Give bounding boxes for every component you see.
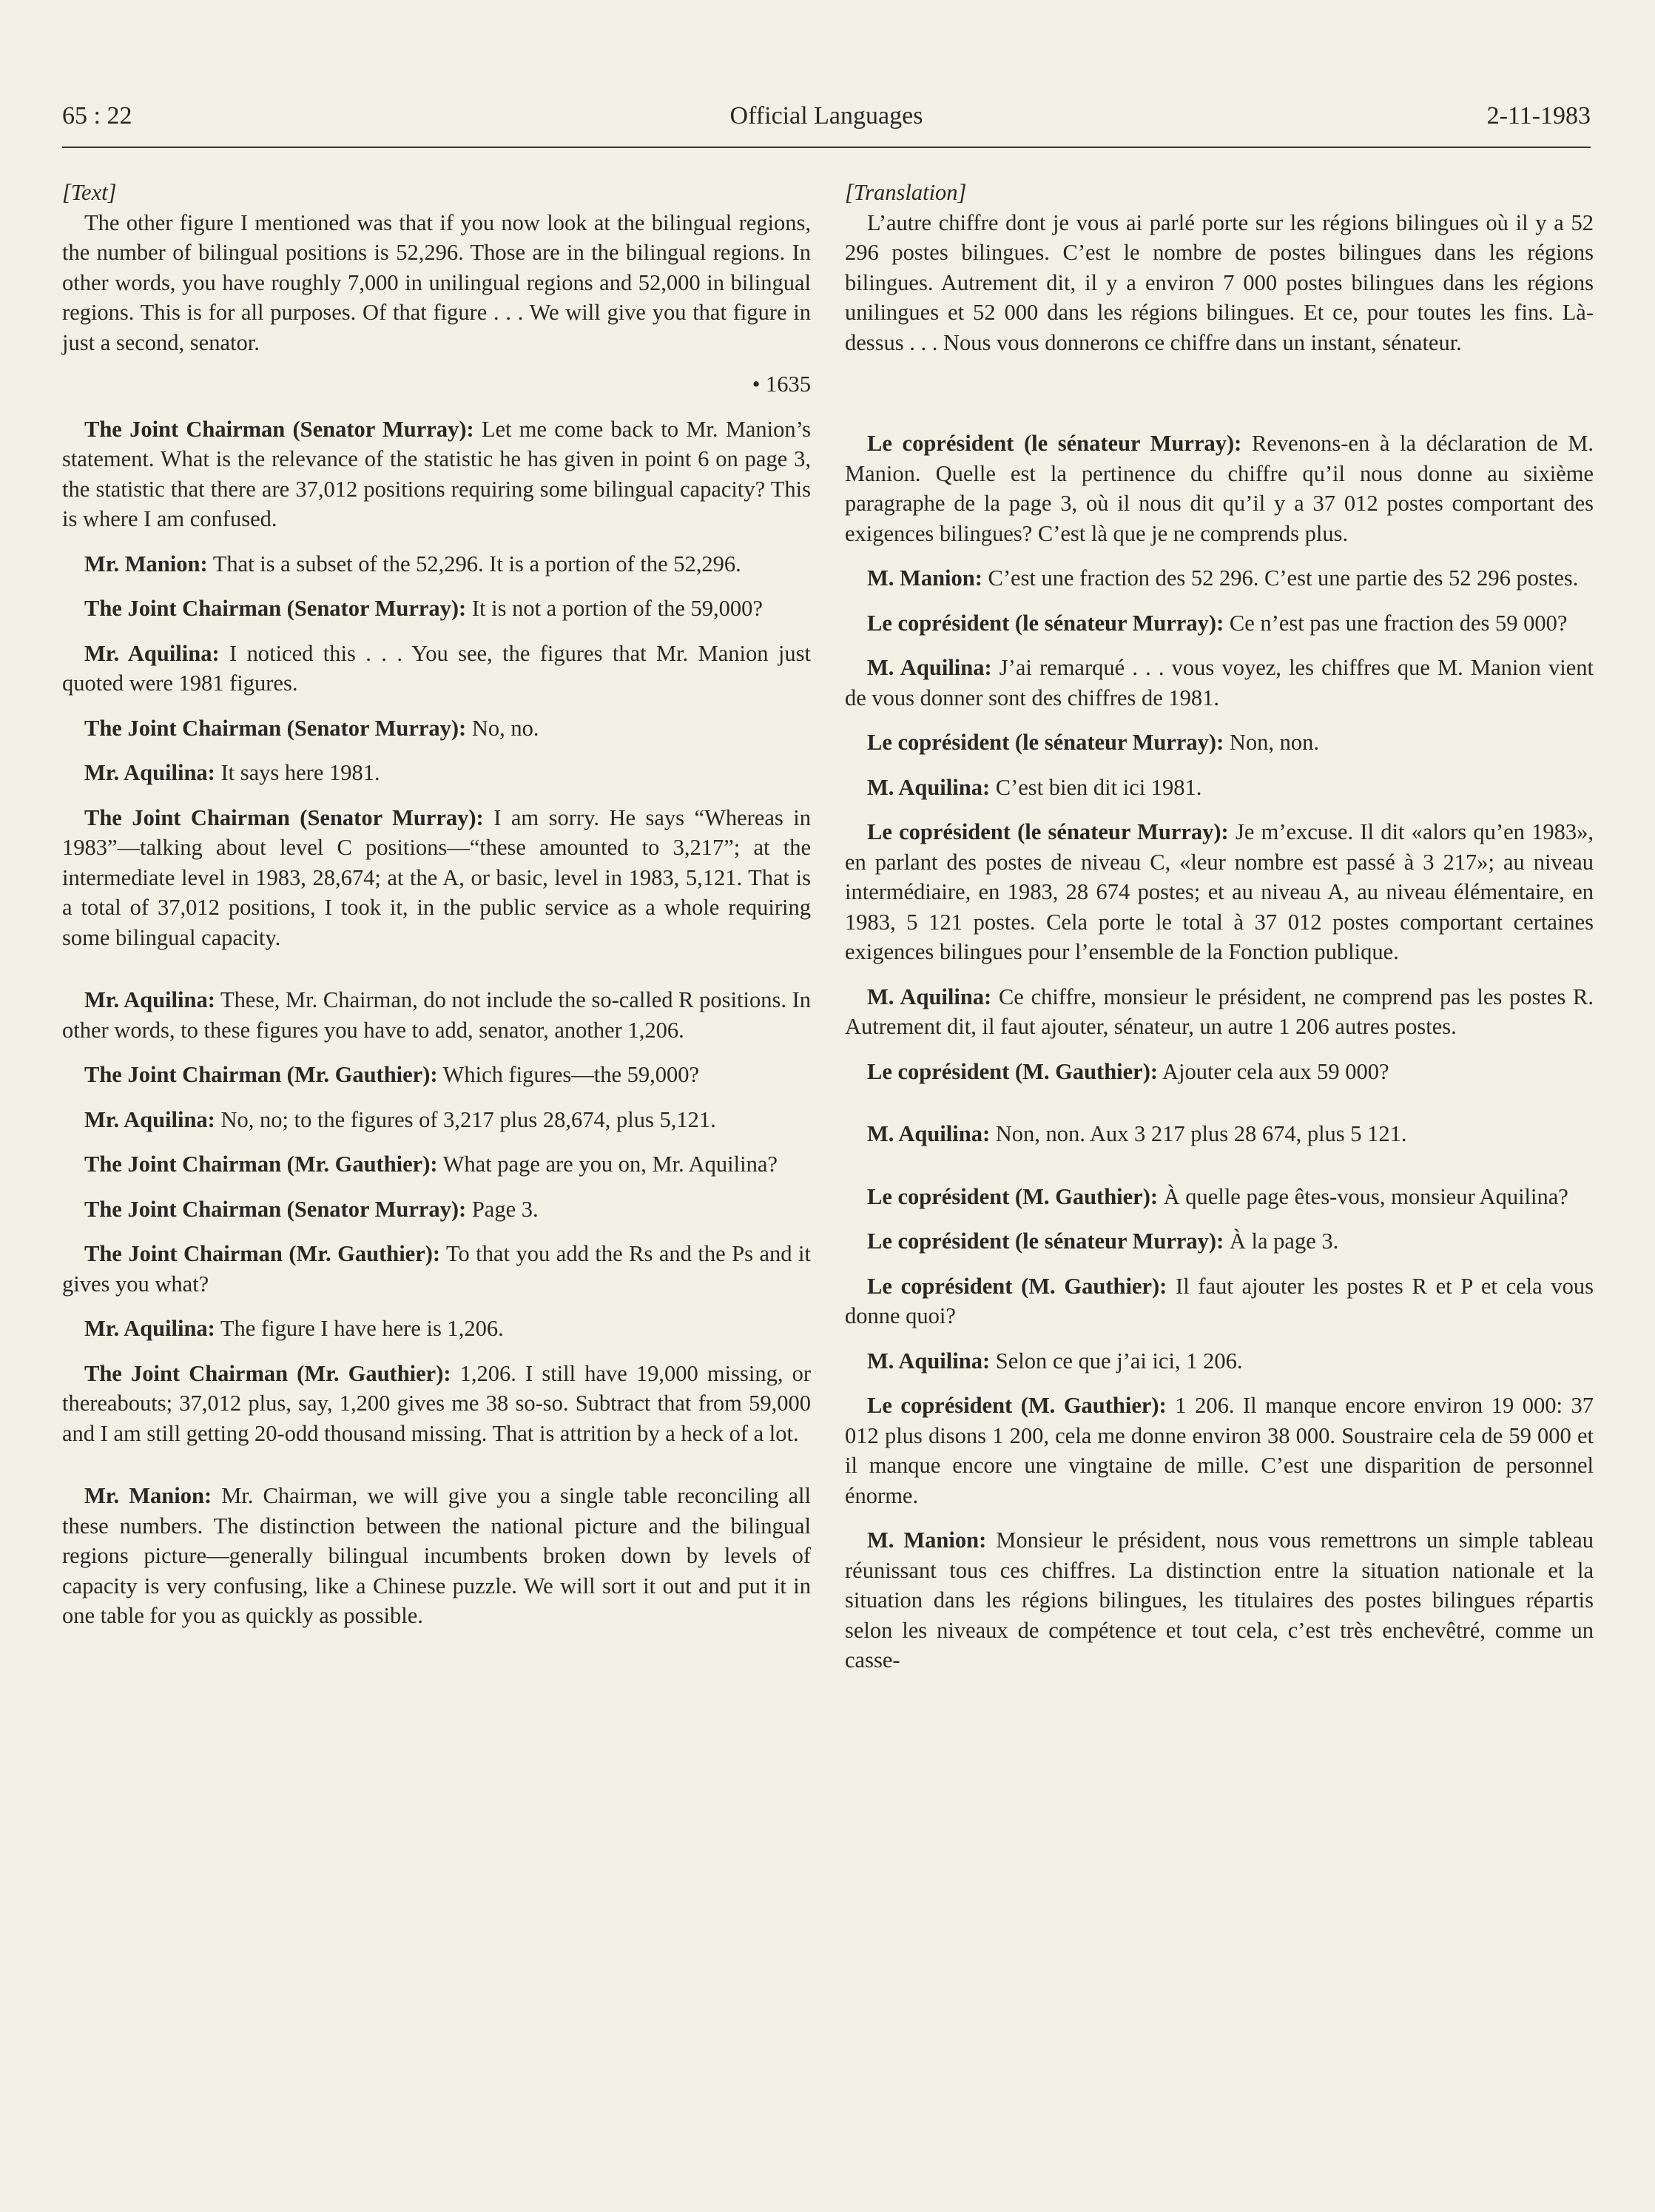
- speaker: The Joint Chairman (Senator Murray):: [84, 416, 474, 442]
- speech: Which figures—the 59,000?: [437, 1062, 700, 1087]
- paragraph: [62, 758, 811, 788]
- speech: Monsieur le président, nous vous remettrons un simple tableau réunissant tous ces chiffres. La distinction entre la situation nationale et la situation dans les régions bilingues, les titulaires des postes bilingues répartis selon les niveaux de compétence et tout cela, c’est très enchevêtré, comme un casse-: [845, 1527, 1594, 1673]
- paragraph: [845, 773, 1594, 803]
- paragraph: [845, 1119, 1594, 1149]
- time-marker: • 1635: [752, 372, 811, 397]
- speaker: Mr. Aquilina:: [84, 987, 215, 1012]
- speaker: Mr. Manion:: [84, 1483, 212, 1508]
- paragraph: [62, 639, 811, 699]
- speech: Non, non. Aux 3 217 plus 28 674, plus 5 121.: [990, 1121, 1407, 1146]
- paragraph: [845, 727, 1594, 758]
- paragraph: [845, 1346, 1594, 1376]
- speech: C’est une fraction des 52 296. C’est une partie des 52 296 postes.: [982, 565, 1579, 591]
- speech: À quelle page êtes-vous, monsieur Aquilina?: [1158, 1183, 1568, 1209]
- paragraph: [845, 1525, 1594, 1675]
- speech: À la page 3.: [1224, 1228, 1339, 1254]
- paragraph: [62, 1239, 811, 1299]
- paragraph: [62, 1060, 811, 1090]
- page-header: [62, 102, 1591, 148]
- english-column: [62, 178, 811, 1631]
- page-date: 2-11-1983: [1486, 102, 1591, 130]
- speech: To that you add the Rs and the Ps and it gives you what?: [62, 1241, 812, 1297]
- speaker: Mr. Aquilina:: [84, 1106, 215, 1132]
- speaker: The Joint Chairman (Mr. Gauthier):: [84, 1241, 441, 1266]
- speaker: Mr. Aquilina:: [84, 1316, 215, 1341]
- paragraph: [62, 985, 811, 1045]
- speaker: M. Aquilina:: [867, 1348, 991, 1374]
- speaker: The Joint Chairman (Senator Murray):: [84, 596, 467, 621]
- speech: Let me come back to Mr. Manion’s statement. What is the relevance of the statistic he has given in point 6 on page 3, the statistic that there are 37,012 positions requiring some bilingual capacity? This is where I am confused.: [62, 416, 811, 531]
- paragraph: [62, 594, 811, 624]
- text-label: [Text]: [62, 180, 117, 205]
- speaker: Le coprésident (le sénateur Murray):: [867, 610, 1224, 636]
- speaker: M. Manion:: [867, 565, 982, 591]
- speaker: Le coprésident (le sénateur Murray):: [867, 1228, 1224, 1254]
- speech: 1,206. I still have 19,000 missing, or thereabouts; 37,012 plus, say, 1,200 gives me 38 so-so. Subtract that from 59,000 and I am still getting 20-odd thousand missing. That is attrition by a heck of a lot.: [62, 1360, 811, 1446]
- speech: Ce n’est pas une fraction des 59 000?: [1224, 610, 1568, 636]
- paragraph: [845, 653, 1594, 713]
- translation-label: [Translation]: [845, 180, 967, 205]
- speaker: Le coprésident (M. Gauthier):: [867, 1273, 1167, 1299]
- speaker: Le coprésident (le sénateur Murray):: [867, 730, 1224, 755]
- speech: Non, non.: [1224, 730, 1320, 755]
- paragraph: [62, 1149, 811, 1180]
- paragraph: [62, 803, 811, 953]
- speech: Il faut ajouter les postes R et P et cela vous donne quoi?: [845, 1273, 1594, 1328]
- speaker: Le coprésident (M. Gauthier):: [867, 1393, 1167, 1418]
- speaker: Le coprésident (le sénateur Murray):: [867, 431, 1242, 456]
- speech: Selon ce que j’ai ici, 1 206.: [990, 1348, 1243, 1374]
- paragraph: [62, 713, 811, 744]
- speaker: M. Manion:: [867, 1527, 987, 1553]
- paragraph: [62, 1314, 811, 1344]
- speaker: M. Aquilina:: [867, 1121, 991, 1146]
- speaker: The Joint Chairman (Mr. Gauthier):: [84, 1062, 438, 1087]
- speaker: Mr. Aquilina:: [84, 760, 215, 785]
- speaker: Le coprésident (M. Gauthier):: [867, 1058, 1159, 1084]
- speech: C’est bien dit ici 1981.: [990, 774, 1202, 800]
- paragraph: [62, 1105, 811, 1135]
- paragraph: [845, 1271, 1594, 1331]
- paragraph: [62, 1481, 811, 1631]
- speaker: The Joint Chairman (Mr. Gauthier):: [84, 1152, 438, 1177]
- paragraph: [845, 608, 1594, 639]
- paragraph: [845, 1057, 1594, 1087]
- speech: Ce chiffre, monsieur le président, ne comprend pas les postes R. Autrement dit, il faut ajouter, sénateur, un autre 1 206 autres postes.: [845, 984, 1594, 1039]
- speech: Revenons-en à la déclaration de M. Manion. Quelle est la pertinence du chiffre qu’il nous donne au sixième paragraphe de la page 3, où il nous dit qu’il y a 37 012 postes comportant des exigences bilingues? C’est là que je ne comprends plus.: [845, 431, 1594, 546]
- speaker: M. Aquilina:: [867, 774, 991, 800]
- speaker: Mr. Manion:: [84, 551, 208, 576]
- french-column: [845, 178, 1594, 1675]
- paragraph: [845, 428, 1594, 548]
- speaker: Le coprésident (le sénateur Murray):: [867, 819, 1229, 844]
- speaker: The Joint Chairman (Senator Murray):: [84, 715, 467, 741]
- speaker: Le coprésident (M. Gauthier):: [867, 1183, 1159, 1209]
- page-title: Official Languages: [729, 102, 923, 130]
- paragraph: L’autre chiffre dont je vous ai parlé porte sur les régions bilingues où il y a 52 296 postes bilingues. C’est le nombre de postes bilingues dans les régions bilingues. Autrement dit, il y a environ 7 000 postes bilingues dans les régions unilingues et 52 000 dans les régions bilingues. Et ce, pour toutes les fins. Là-dessus . . . Nous vous donnerons ce chiffre dans un instant, sénateur.: [845, 209, 1594, 355]
- paragraph: The other figure I mentioned was that if you now look at the bilingual regions, the number of bilingual positions is 52,296. Those are in the bilingual regions. In other words, you have roughly 7,000 in unilingual regions and 52,000 in bilingual regions. This is for all purposes. Of that figure . . . We will give you that figure in just a second, senator.: [62, 209, 811, 355]
- speech: No, no.: [466, 715, 539, 741]
- paragraph: [845, 817, 1594, 967]
- speech: I noticed this . . . You see, the figures that Mr. Manion just quoted were 1981 figures.: [62, 640, 811, 696]
- speech: The figure I have here is 1,206.: [215, 1316, 504, 1341]
- paragraph: [62, 549, 811, 579]
- speech: J’ai remarqué . . . vous voyez, les chiffres que M. Manion vient de vous donner sont des chiffres de 1981.: [845, 655, 1594, 710]
- speaker: M. Aquilina:: [867, 655, 992, 680]
- paragraph: [845, 1226, 1594, 1257]
- speaker: Mr. Aquilina:: [84, 640, 220, 666]
- speaker: The Joint Chairman (Senator Murray):: [84, 804, 484, 830]
- speech: 1 206. Il manque encore environ 19 000: 37 012 plus disons 1 200, cela me donne environ 38 000. Soustraire cela de 59 000 et il manque encore une vingtaine de mille. C’est une disparition de personnel énorme.: [845, 1393, 1594, 1508]
- paragraph: [845, 982, 1594, 1042]
- speaker: The Joint Chairman (Senator Murray):: [84, 1196, 467, 1222]
- speech: Page 3.: [466, 1196, 539, 1222]
- speech: I am sorry. He says “Whereas in 1983”—talking about level C positions—“these amounted to 3,217”; at the intermediate level in 1983, 28,674; at the A, or basic, level in 1983, 5,121. That is a total of 37,012 positions, I took it, in the public service as a whole requiring some bilingual capacity.: [62, 804, 811, 950]
- speech: These, Mr. Chairman, do not include the so-called R positions. In other words, to these figures you have to add, senator, another 1,206.: [62, 987, 811, 1043]
- speech: Mr. Chairman, we will give you a single table reconciling all these numbers. The distinction between the national picture and the bilingual regions picture—generally bilingual incumbents broken down by levels of capacity is very confusing, like a Chinese puzzle. We will sort it out and put it in one table for you as quickly as possible.: [62, 1483, 811, 1628]
- speech: It is not a portion of the 59,000?: [466, 596, 763, 621]
- paragraph: [845, 1182, 1594, 1212]
- speech: It says here 1981.: [215, 760, 380, 785]
- page-reference: 65 : 22: [62, 102, 132, 130]
- speech: Ajouter cela aux 59 000?: [1158, 1058, 1389, 1084]
- paragraph: [845, 1391, 1594, 1510]
- paragraph: [62, 1359, 811, 1449]
- speech: Je m’excuse. Il dit «alors qu’en 1983», en parlant des postes de niveau C, «leur nombre est passé à 3 217»; au niveau intermédiaire, en 1983, 28 674 postes; et au niveau A, au niveau élémentaire, en 1983, 5 121 postes. Cela porte le total à 37 012 postes comportant certaines exigences bilingues pour l’ensemble de la Fonction publique.: [845, 819, 1594, 964]
- speech: That is a subset of the 52,296. It is a portion of the 52,296.: [207, 551, 741, 576]
- paragraph: [62, 1194, 811, 1225]
- speech: What page are you on, Mr. Aquilina?: [437, 1152, 778, 1177]
- speaker: M. Aquilina:: [867, 984, 992, 1009]
- paragraph: [845, 563, 1594, 594]
- speaker: The Joint Chairman (Mr. Gauthier):: [84, 1360, 451, 1386]
- speech: No, no; to the figures of 3,217 plus 28,674, plus 5,121.: [215, 1106, 716, 1132]
- paragraph: [62, 414, 811, 534]
